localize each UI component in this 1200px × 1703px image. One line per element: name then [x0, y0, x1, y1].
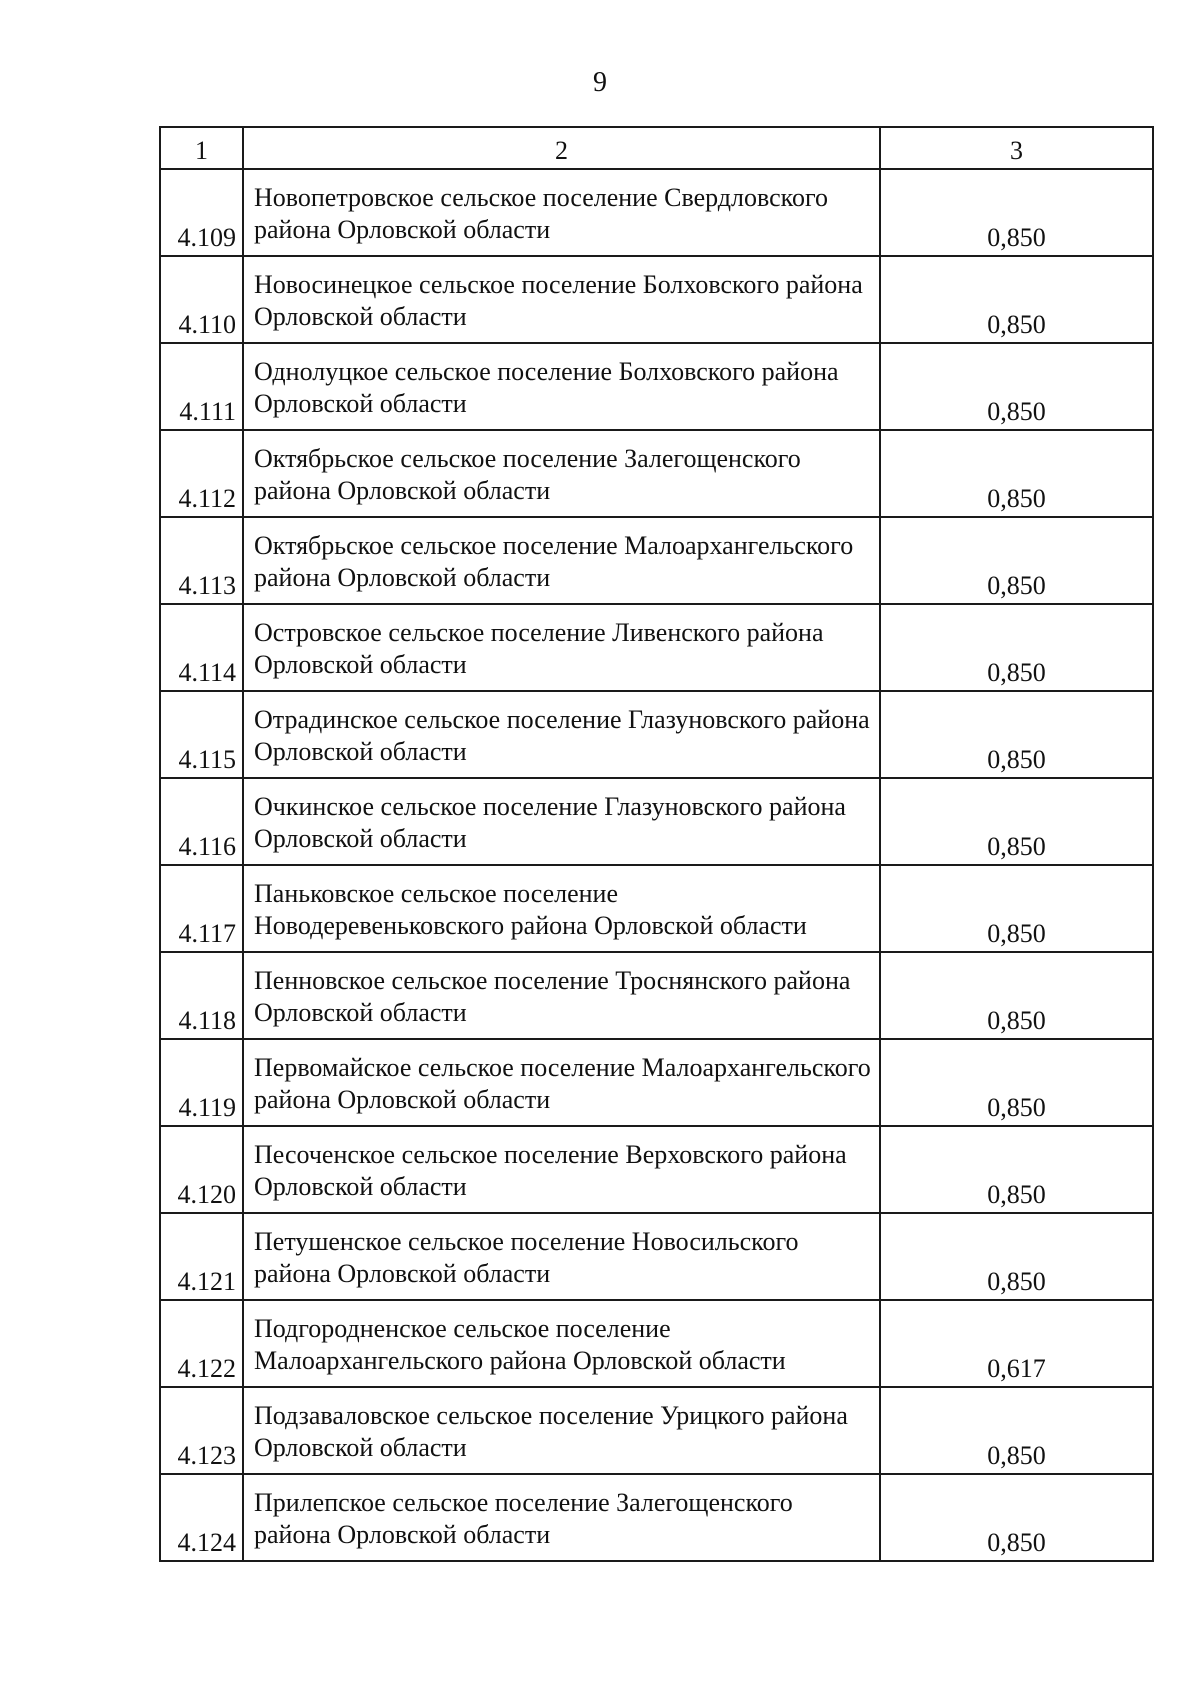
coefficient-value: 0,617 [880, 1300, 1153, 1387]
row-number: 4.111 [160, 343, 243, 430]
table-row [160, 517, 1153, 604]
table-row [160, 691, 1153, 778]
coefficient-value: 0,850 [880, 604, 1153, 691]
coefficient-value: 0,850 [880, 865, 1153, 952]
settlement-name: Песоченское сельское поселение Верховского района Орловской области [243, 1126, 880, 1213]
table-row [160, 1300, 1153, 1387]
coefficient-value: 0,850 [880, 430, 1153, 517]
coefficient-value: 0,850 [880, 517, 1153, 604]
table-row [160, 1126, 1153, 1213]
settlement-name: Петушенское сельское поселение Новосильского района Орловской области [243, 1213, 880, 1300]
coefficient-value: 0,850 [880, 1126, 1153, 1213]
coefficient-value: 0,850 [880, 1474, 1153, 1561]
settlements-table [159, 126, 1154, 1562]
column-header-3: 3 [880, 127, 1153, 169]
table-row [160, 430, 1153, 517]
settlement-name: Октябрьское сельское поселение Залегощенского района Орловской области [243, 430, 880, 517]
settlement-name: Новосинецкое сельское поселение Болховского района Орловской области [243, 256, 880, 343]
row-number: 4.118 [160, 952, 243, 1039]
table-row [160, 1213, 1153, 1300]
row-number: 4.119 [160, 1039, 243, 1126]
row-number: 4.114 [160, 604, 243, 691]
coefficient-value: 0,850 [880, 256, 1153, 343]
column-header-2: 2 [243, 127, 880, 169]
settlement-name: Паньковское сельское поселение Новодеревеньковского района Орловской области [243, 865, 880, 952]
settlement-name: Октябрьское сельское поселение Малоархангельского района Орловской области [243, 517, 880, 604]
settlement-name: Однолуцкое сельское поселение Болховского района Орловской области [243, 343, 880, 430]
row-number: 4.112 [160, 430, 243, 517]
settlement-name: Подзаваловское сельское поселение Урицкого района Орловской области [243, 1387, 880, 1474]
row-number: 4.116 [160, 778, 243, 865]
row-number: 4.120 [160, 1126, 243, 1213]
table-row [160, 1039, 1153, 1126]
row-number: 4.122 [160, 1300, 243, 1387]
table-row [160, 865, 1153, 952]
settlement-name: Отрадинское сельское поселение Глазуновского района Орловской области [243, 691, 880, 778]
coefficient-value: 0,850 [880, 778, 1153, 865]
table-row [160, 1387, 1153, 1474]
table-row [160, 1474, 1153, 1561]
settlement-name: Подгородненское сельское поселение Малоархангельского района Орловской области [243, 1300, 880, 1387]
coefficient-value: 0,850 [880, 343, 1153, 430]
coefficient-value: 0,850 [880, 1213, 1153, 1300]
row-number: 4.110 [160, 256, 243, 343]
table-row [160, 256, 1153, 343]
row-number: 4.113 [160, 517, 243, 604]
table-header-row [160, 127, 1153, 169]
page-number: 9 [593, 67, 607, 98]
row-number: 4.123 [160, 1387, 243, 1474]
row-number: 4.121 [160, 1213, 243, 1300]
coefficient-value: 0,850 [880, 1039, 1153, 1126]
row-number: 4.117 [160, 865, 243, 952]
row-number: 4.115 [160, 691, 243, 778]
coefficient-value: 0,850 [880, 1387, 1153, 1474]
table-row [160, 343, 1153, 430]
coefficient-value: 0,850 [880, 169, 1153, 256]
coefficient-value: 0,850 [880, 952, 1153, 1039]
settlement-name: Очкинское сельское поселение Глазуновского района Орловской области [243, 778, 880, 865]
settlement-name: Островское сельское поселение Ливенского района Орловской области [243, 604, 880, 691]
settlement-name: Новопетровское сельское поселение Свердловского района Орловской области [243, 169, 880, 256]
settlement-name: Прилепское сельское поселение Залегощенского района Орловской области [243, 1474, 880, 1561]
settlement-name: Первомайское сельское поселение Малоархангельского района Орловской области [243, 1039, 880, 1126]
table-row [160, 952, 1153, 1039]
table-row [160, 604, 1153, 691]
coefficient-value: 0,850 [880, 691, 1153, 778]
table-row [160, 778, 1153, 865]
table-row [160, 169, 1153, 256]
settlement-name: Пенновское сельское поселение Троснянского района Орловской области [243, 952, 880, 1039]
row-number: 4.124 [160, 1474, 243, 1561]
row-number: 4.109 [160, 169, 243, 256]
column-header-1: 1 [160, 127, 243, 169]
